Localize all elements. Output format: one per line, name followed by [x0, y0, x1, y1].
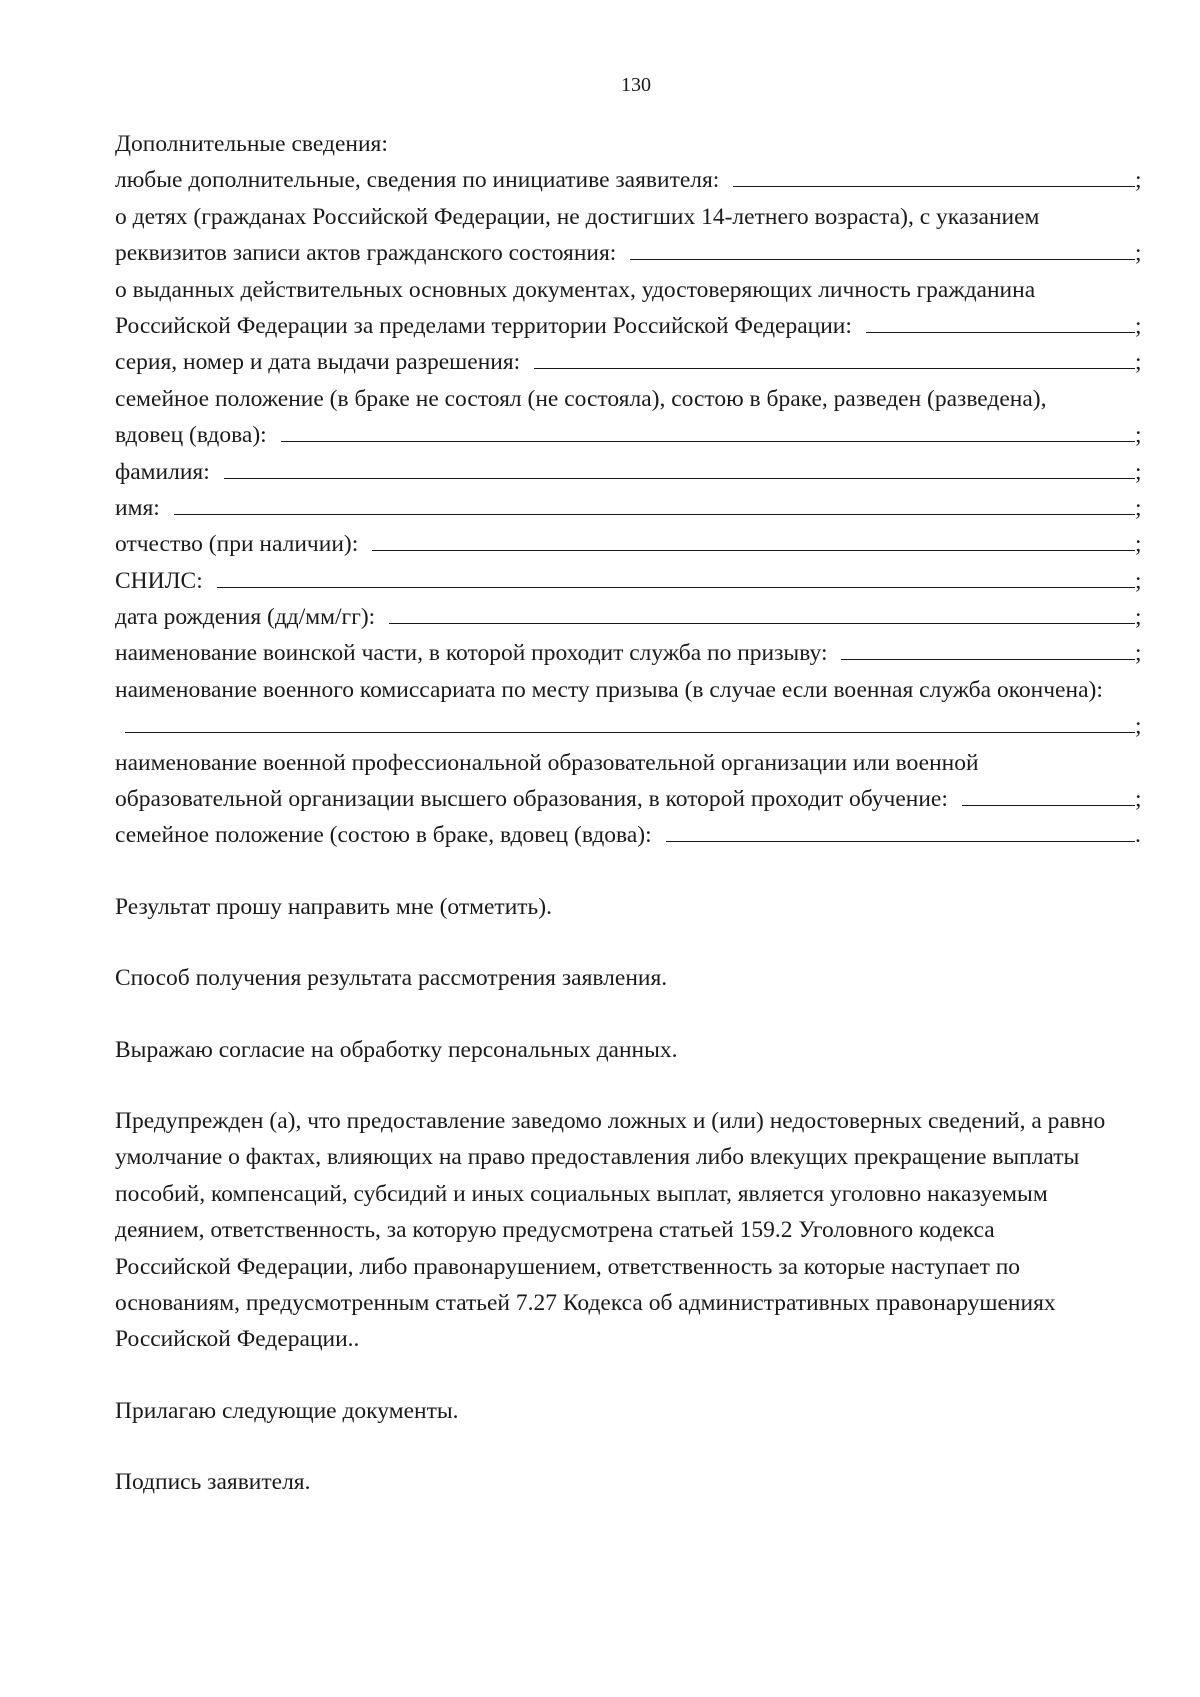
field-label: имя:	[115, 494, 160, 521]
warning-line: Российской Федерации..	[115, 1326, 360, 1353]
fill-in-blank[interactable]	[534, 347, 1135, 369]
field-label: Российской Федерации за пределами территории Российской Федерации:	[115, 312, 852, 339]
field-permit: серия, номер и дата выдачи разрешения: ;	[115, 344, 1145, 380]
field-additional-info: любые дополнительные, сведения по инициативе заявителя: ;	[115, 162, 1145, 198]
page-number: 130	[621, 74, 651, 96]
fill-in-blank[interactable]	[224, 457, 1135, 479]
field-commissariat: ;	[115, 708, 1145, 744]
delivery-method: Способ получения результата рассмотрения заявления.	[115, 965, 668, 992]
field-name: имя: ;	[115, 490, 1145, 526]
field-children-label-line: о детях (гражданах Российской Федерации, не достигших 14-летнего возраста), с указанием	[115, 203, 1040, 230]
field-label: наименование воинской части, в которой проходит служба по призыву:	[115, 640, 828, 667]
field-surname: фамилия: ;	[115, 454, 1145, 490]
field-military-unit: наименование воинской части, в которой проходит служба по призыву: ;	[115, 635, 1145, 671]
warning-paragraph	[115, 1103, 1145, 1358]
fill-in-blank[interactable]	[866, 311, 1135, 333]
document-body	[115, 126, 1145, 1501]
warning-line: деянием, ответственность, за которую предусмотрена статьей 159.2 Уголовного кодекса	[115, 1217, 995, 1244]
fill-in-blank[interactable]	[666, 820, 1135, 842]
field-label: вдовец (вдова):	[115, 422, 267, 449]
field-label: фамилия:	[115, 458, 210, 485]
field-label: отчество (при наличии):	[115, 531, 359, 558]
field-label: реквизитов записи актов гражданского состояния:	[115, 240, 617, 267]
attachments-statement: Прилагаю следующие документы.	[115, 1397, 459, 1424]
fill-in-blank[interactable]	[372, 529, 1135, 551]
field-birth-date: дата рождения (дд/мм/гг): ;	[115, 599, 1145, 635]
field-patronymic: отчество (при наличии): ;	[115, 526, 1145, 562]
field-documents-info: Российской Федерации за пределами территории Российской Федерации: ;	[115, 308, 1145, 344]
fill-in-blank[interactable]	[733, 165, 1135, 187]
field-label: СНИЛС:	[115, 567, 203, 594]
fill-in-blank[interactable]	[841, 638, 1135, 660]
field-commissariat-label-line: наименование военного комиссариата по месту призыва (в случае если военная служба окончена):	[115, 676, 1103, 703]
fill-in-blank[interactable]	[281, 420, 1135, 442]
warning-line: Российской Федерации, либо правонарушением, ответственность за которые наступает по	[115, 1253, 1021, 1280]
field-marital-status: вдовец (вдова): ;	[115, 417, 1145, 453]
field-snils: СНИЛС: ;	[115, 563, 1145, 599]
field-label: образовательной организации высшего образования, в которой проходит обучение:	[115, 786, 948, 813]
result-request: Результат прошу направить мне (отметить).	[115, 893, 552, 920]
fill-in-blank[interactable]	[125, 711, 1135, 733]
warning-line: умолчание о фактах, влияющих на право предоставления либо влекущих прекращение выплаты	[115, 1144, 1080, 1171]
field-label: серия, номер и дата выдачи разрешения:	[115, 349, 521, 376]
warning-line: основаниям, предусмотренным статьей 7.27 Кодекса об административных правонарушениях	[115, 1289, 1056, 1316]
field-label: дата рождения (дд/мм/гг):	[115, 604, 376, 631]
field-education-label-line: наименование военной профессиональной образовательной организации или военной	[115, 749, 979, 776]
fill-in-blank[interactable]	[630, 238, 1135, 260]
fill-in-blank[interactable]	[962, 784, 1135, 806]
field-marital-label-line: семейное положение (в браке не состоял (не состояла), состою в браке, разведен (разведена),	[115, 385, 1047, 412]
warning-line: пособий, компенсаций, субсидий и иных социальных выплат, является уголовно наказуемым	[115, 1180, 1048, 1207]
fill-in-blank[interactable]	[389, 602, 1135, 624]
fill-in-blank[interactable]	[217, 566, 1135, 588]
applicant-signature: Подпись заявителя.	[115, 1469, 311, 1496]
field-education-org: образовательной организации высшего образования, в которой проходит обучение: ;	[115, 781, 1145, 817]
field-marital-status-2: семейное положение (состою в браке, вдовец (вдова): .	[115, 817, 1145, 853]
warning-line: Предупрежден (а), что предоставление заведомо ложных и (или) недостоверных сведений, а равно	[115, 1107, 1106, 1134]
section-title: Дополнительные сведения:	[115, 131, 388, 157]
field-children-info: реквизитов записи актов гражданского состояния: ;	[115, 235, 1145, 271]
field-documents-label-line: о выданных действительных основных документах, удостоверяющих личность гражданина	[115, 276, 1036, 303]
fill-in-blank[interactable]	[174, 493, 1135, 515]
field-label: любые дополнительные, сведения по инициативе заявителя:	[115, 167, 720, 194]
field-label: семейное положение (состою в браке, вдовец (вдова):	[115, 822, 652, 849]
consent-statement: Выражаю согласие на обработку персональных данных.	[115, 1036, 678, 1063]
